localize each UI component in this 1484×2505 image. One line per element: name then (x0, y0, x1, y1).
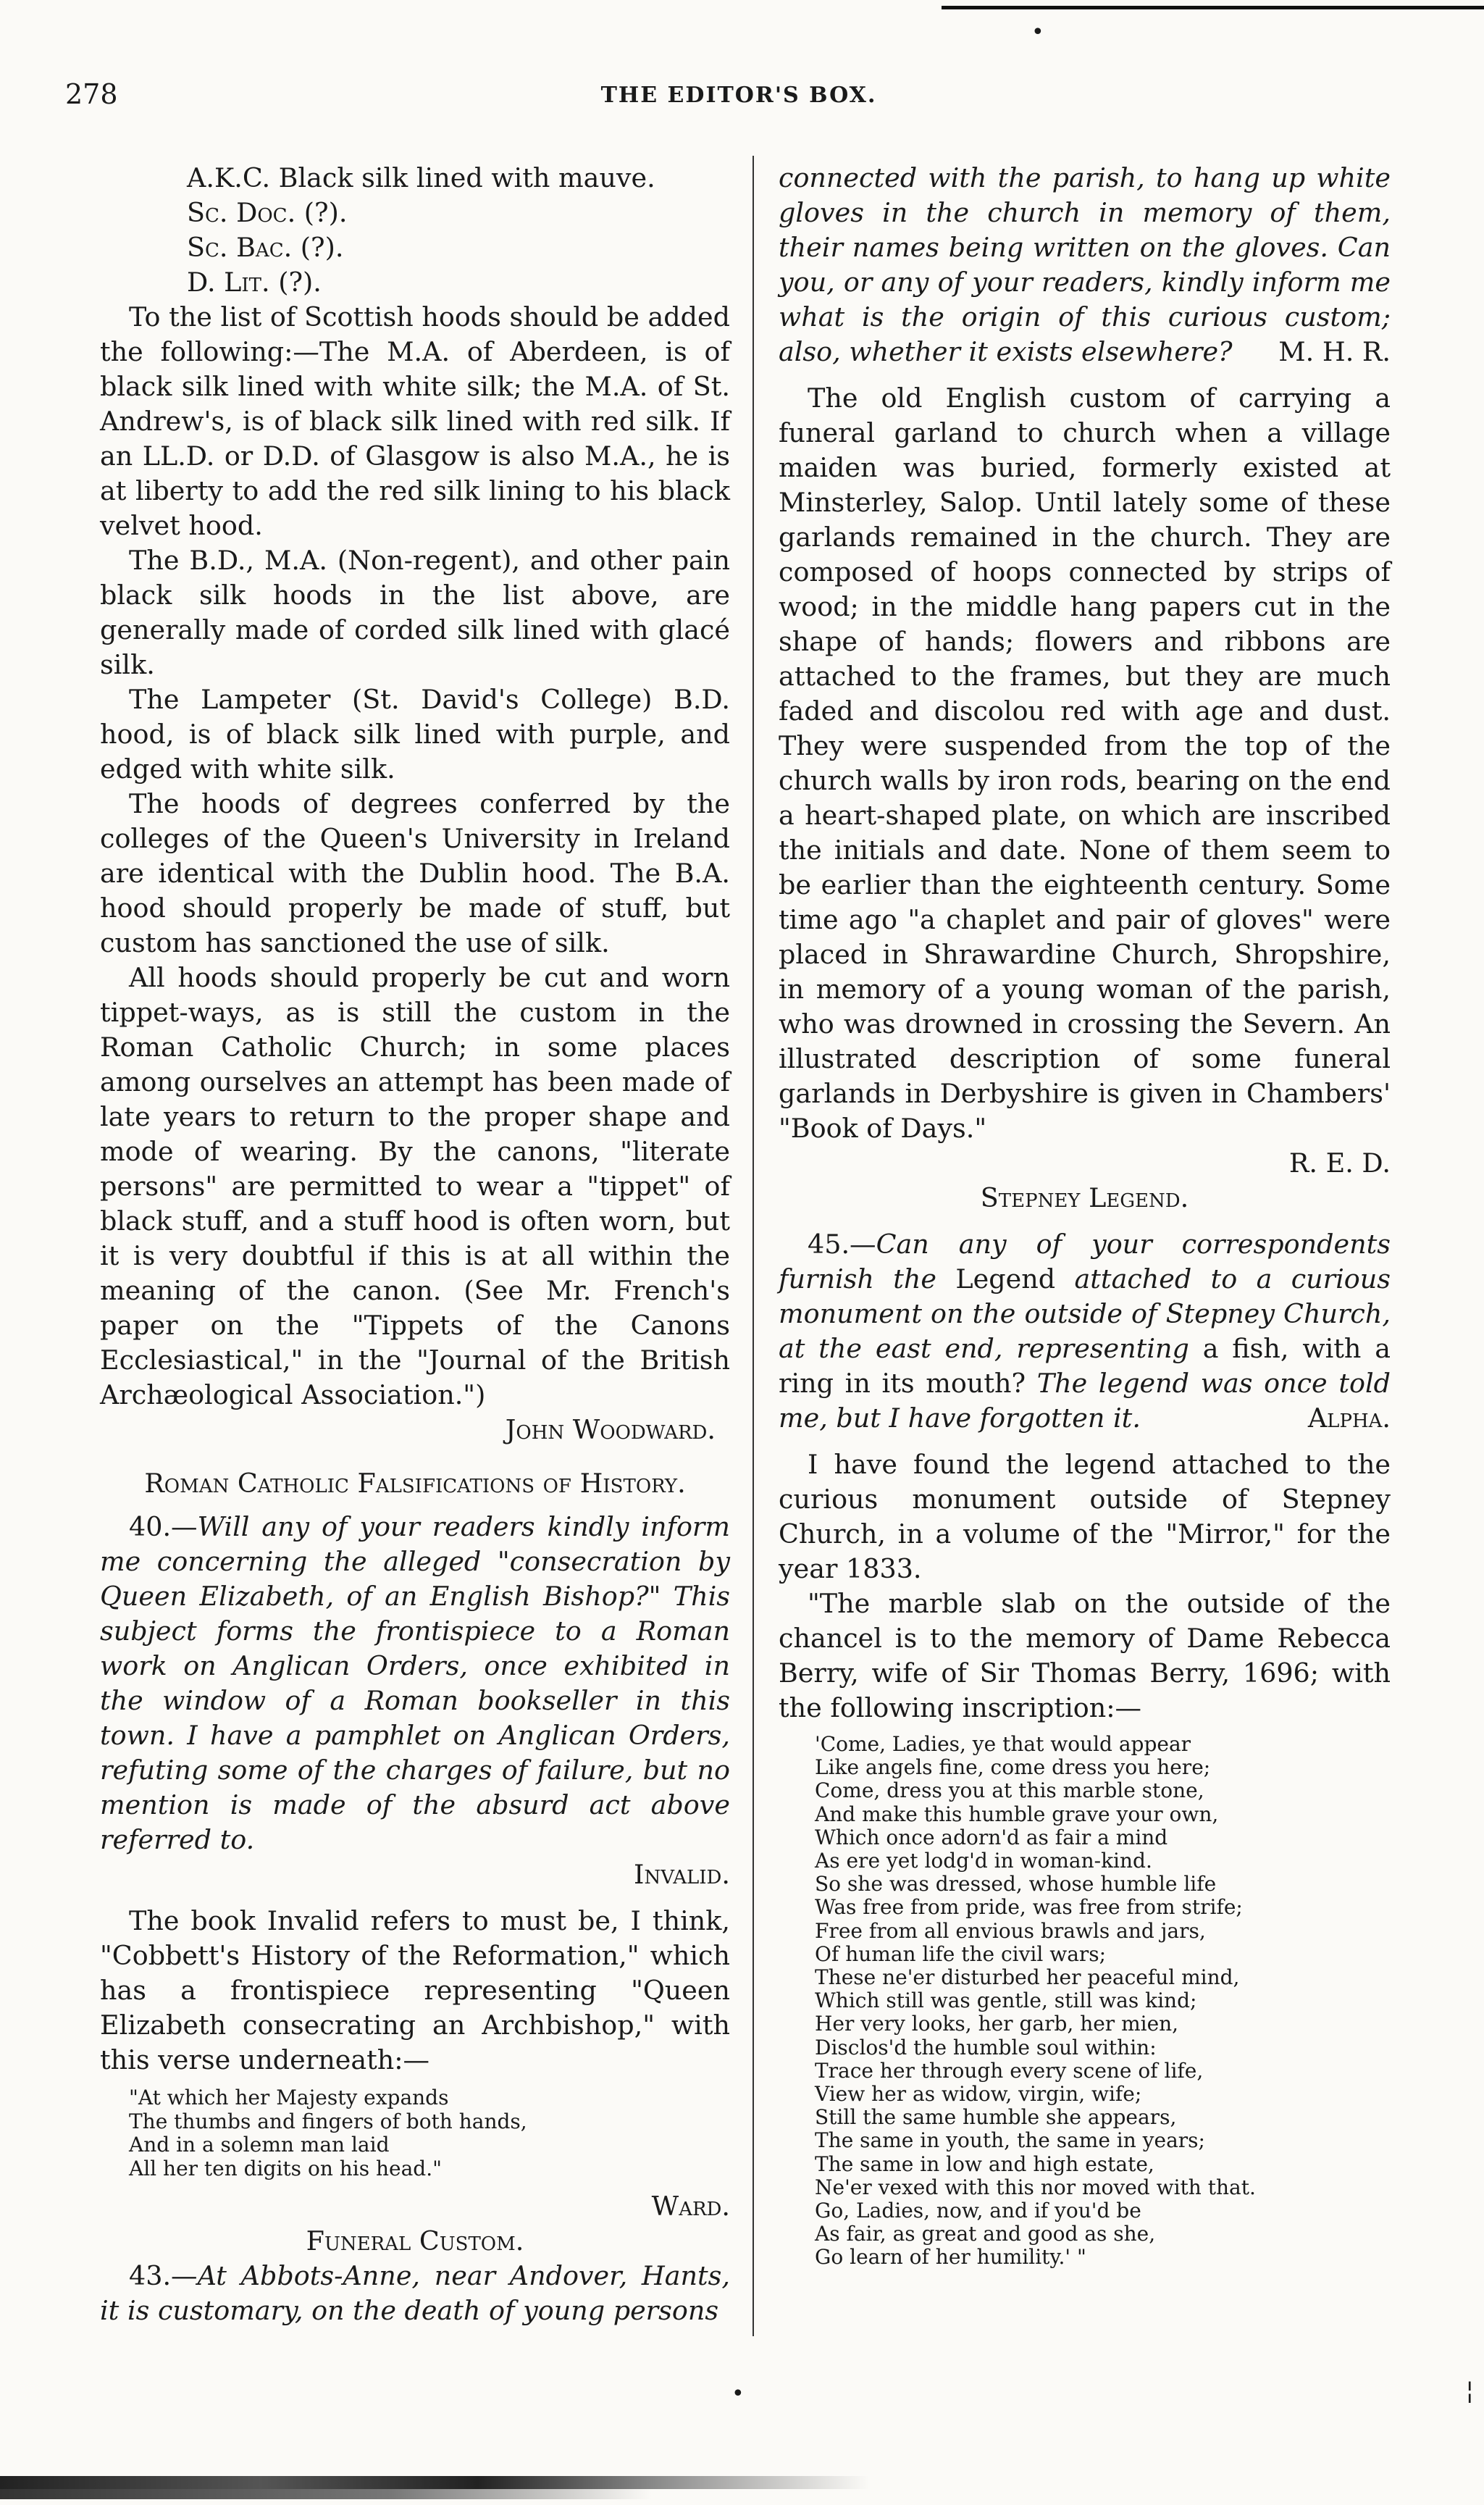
running-title: THE EDITOR'S BOX. (600, 83, 877, 108)
invalid-signature: Invalid. (634, 1859, 730, 1890)
q45-text-b: Legend (955, 1263, 1056, 1295)
tippet-paragraph: All hoods should properly be cut and worn tippet-ways, as is still the custom in the Roman Catholic Church; in some places among ourselves an attempt has been made of late years to return to the proper shape and mode of wearing. By the canons, "literate persons" are permitted to wear a "tippet" of black stuff, and a stuff hood is often worn, but it is very doubtful if this is at all within the meaning of the canon. (See Mr. French's paper on the "Tippets of the Canons Ecclesiastical," in the "Journal of the British Archæological Association.") (100, 962, 730, 1410)
top-border-line (942, 6, 1484, 9)
inscription-line: Like angels fine, come dress you here; (815, 1755, 1211, 1780)
page-number: 278 (65, 78, 118, 110)
speck-mark: • (1031, 20, 1044, 45)
q43-text: At Abbots-Anne, near Andover, Hants, it is customary, on the death of young persons (100, 2260, 730, 2326)
q45-text-c: attached to a curious monument on the outside of Stepney Church, at the east end, representing (779, 1263, 1391, 1364)
inscription-line: Which once adorn'd as fair a mind (815, 1825, 1168, 1849)
inscription-line: Free from all envious brawls and jars, (815, 1918, 1206, 1943)
inscription-line: The same in youth, the same in years; (815, 2128, 1205, 2153)
edge-mark: ¦ (1465, 2376, 1474, 2405)
right-column (779, 161, 1391, 2277)
berry-inscription (779, 1733, 1391, 2270)
inscription-line: Go, Ladies, now, and if you'd be (815, 2199, 1141, 2223)
answer-43: The old English custom of carrying a funeral garland to church when a village maiden was buried, formerly existed at Minsterley, Salop. Until lately some of these garlands remained in the church. They are composed of hoops connected by strips of wood; in the middle hang papers cut in the shape of hands; flowers and ribbons are attached to the frames, but they are much faded and discolou red with age and dust. They were suspended from the top of the church walls by iron rods, bearing on the end a heart-shaped plate, on which are inscribed the initials and date. None of them seem to be earlier than the eighteenth century. Some time ago "a chaplet and pair of gloves" were placed in Shrawardine Church, Shropshire, in memory of a young woman of the parish, who was drowned in crossing the Severn. An illustrated description of some funeral garlands in Derbyshire is given in Chambers' "Book of Days." (779, 382, 1391, 1144)
woodward-signature: John Woodward. (505, 1414, 716, 1445)
inscription-line: As ere yet lodg'd in woman-kind. (815, 1849, 1152, 1873)
inscription-line: Ne'er vexed with this nor moved with that. (815, 2175, 1256, 2199)
scottish-hoods-paragraph: To the list of Scottish hoods should be added the following:—The M.A. of Aberdeen, is of black silk lined with white silk; the M.A. of St. Andrew's, is of black silk lined with red silk. If an LL.D. or D.D. of Glasgow is also M.A., he is at liberty to add the red silk lining to his black velvet hood. (100, 301, 730, 541)
question-40 (100, 1510, 730, 1857)
inscription-line: Her very looks, her garb, her mien, (815, 2012, 1179, 2036)
q45-text-a: Can any of your correspondents furnish the (779, 1229, 1391, 1295)
inscription-line: View her as widow, virgin, wife; (815, 2082, 1142, 2107)
alpha-signature: Alpha. (1307, 1402, 1391, 1434)
q43-number: 43.— (129, 2260, 198, 2291)
q45-text-d: a fish, with a ring in its mouth? (779, 1333, 1391, 1399)
page-header (65, 78, 1412, 122)
degree-list (100, 161, 730, 300)
answer-45: I have found the legend attached to the curious monument outside of Stepney Church, in a volume of the "Mirror," for the year 1833. (779, 1449, 1391, 1584)
left-column (100, 161, 730, 2328)
mhr-signature: M. H. R. (1278, 336, 1391, 367)
inscription-line: Trace her through every scene of life, (815, 2058, 1204, 2083)
q40-number: 40.— (129, 1511, 198, 1542)
q43-continued-text: connected with the parish, to hang up white gloves in the church in memory of them, their names being written on the gloves. Can you, or any of your readers, kindly inform me what is the origin of this curious custom; also, whether it exists elsewhere? (779, 162, 1391, 367)
inscription-line: Which still was gentle, still was kind; (815, 1988, 1197, 2013)
question-45 (779, 1227, 1391, 1436)
column-divider (753, 156, 754, 2336)
stepney-heading: Stepney Legend. (980, 1182, 1189, 1213)
inscription-line: And make this humble grave your own, (815, 1802, 1219, 1826)
q45-text-e: The legend was once told me, but I have forgotten it. (779, 1368, 1391, 1434)
speck-mark: • (731, 2381, 745, 2406)
answer-45-quote: "The marble slab on the outside of the chancel is to the memory of Dame Rebecca Berry, wife of Sir Thomas Berry, 1696; with the following inscription:— (779, 1588, 1391, 1723)
inscription-line: Disclos'd the humble soul within: (815, 2035, 1157, 2059)
degree-akc: A.K.C. Black silk lined with mauve. (187, 162, 655, 193)
q40-text: Will any of your readers kindly inform me concerning the alleged "consecration by Queen Elizabeth, of an English Bishop?" This subject forms the frontispiece to a Roman work on Anglican Orders, once exhibited in the window of a Roman bookseller in this town. I have a pamphlet on Anglican Orders, refuting some of the charges of failure, but no mention is made of the absurd act above referred to. (100, 1511, 730, 1855)
q45-number: 45.— (808, 1229, 876, 1260)
verse-line: And in a solemn man laid (129, 2133, 390, 2157)
degree-sc-doc: Sc. Doc. (?). (187, 197, 348, 228)
inscription-line: 'Come, Ladies, ye that would appear (815, 1732, 1191, 1756)
inscription-line: Was free from pride, was free from strife; (815, 1895, 1243, 1920)
verse-line: All her ten digits on his head." (129, 2156, 443, 2180)
ward-signature: Ward. (651, 2191, 730, 2222)
bd-ma-paragraph: The B.D., M.A. (Non-regent), and other pain black silk hoods in the list above, are generally made of corded silk lined with glacé silk. (100, 545, 730, 680)
verse-line: "At which her Majesty expands (129, 2086, 449, 2109)
inscription-line: Of human life the civil wars; (815, 1941, 1107, 1966)
question-43-continued (779, 161, 1391, 369)
inscription-line: These ne'er disturbed her peaceful mind, (815, 1965, 1240, 1990)
degree-d-lit: D. Lit. (?). (187, 267, 322, 298)
red-signature: R. E. D. (1288, 1147, 1391, 1179)
degree-sc-bac: Sc. Bac. (?). (187, 232, 344, 263)
rc-heading: Roman Catholic Falsifications of History. (144, 1468, 686, 1499)
inscription-line: Go learn of her humility.' " (815, 2245, 1086, 2270)
funeral-heading: Funeral Custom. (306, 2225, 524, 2257)
inscription-line: Still the same humble she appears, (815, 2105, 1177, 2130)
verse-line: The thumbs and fingers of both hands, (129, 2109, 527, 2133)
inscription-line: As fair, as great and good as she, (815, 2222, 1156, 2246)
lampeter-paragraph: The Lampeter (St. David's College) B.D. hood, is of black silk lined with purple, and edged with white silk. (100, 684, 730, 785)
cobbett-verse (100, 2086, 730, 2180)
queens-university-paragraph: The hoods of degrees conferred by the colleges of the Queen's University in Ireland are identical with the Dublin hood. The B.A. hood should properly be made of stuff, but custom has sanctioned the use of silk. (100, 788, 730, 958)
scan-edge-bottom-2 (0, 2489, 652, 2499)
inscription-line: The same in low and high estate, (815, 2151, 1154, 2176)
scan-edge-bottom (0, 2476, 869, 2489)
inscription-line: So she was dressed, whose humble life (815, 1872, 1217, 1896)
question-43 (100, 2259, 730, 2328)
answer-40: The book Invalid refers to must be, I think, "Cobbett's History of the Reformation," which has a frontispiece representing "Queen Elizabeth consecrating an Archbishop," with this verse underneath:— (100, 1905, 730, 2075)
inscription-line: Come, dress you at this marble stone, (815, 1778, 1204, 1803)
